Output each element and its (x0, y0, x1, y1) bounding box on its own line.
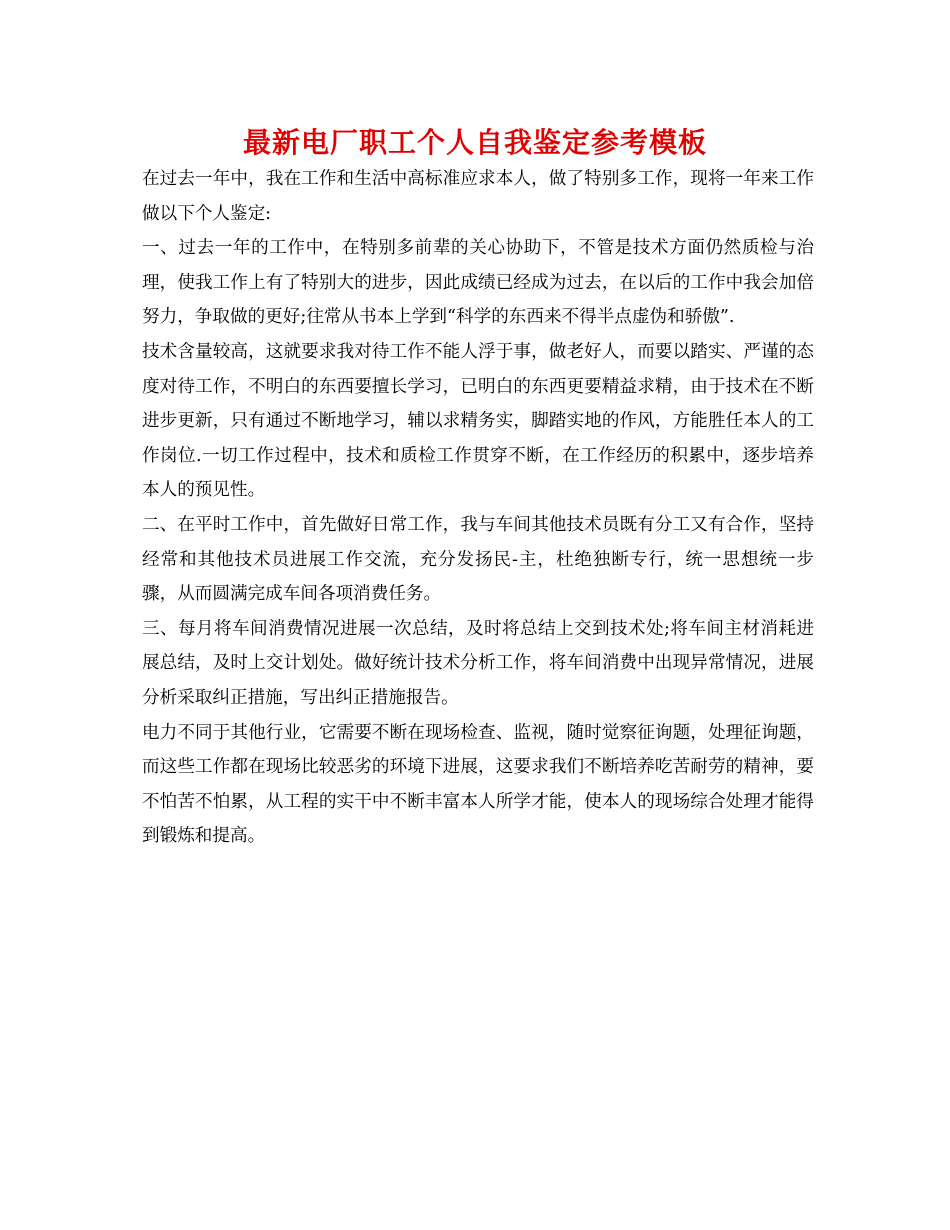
document-body (142, 162, 814, 854)
paragraph-section-2: 二、在平时工作中，首先做好日常工作，我与车间其他技术员既有分工又有合作，坚持经常和其他技术员进展工作交流，充分发扬民-主，杜绝独断专行，统一思想统一步骤，从而圆满完成车间各项消费任务。 (142, 514, 814, 605)
paragraph-conclusion: 电力不同于其他行业，它需要不断在现场检查、监视，随时觉察征询题，处理征询题，而这些工作都在现场比较恶劣的环境下进展，这要求我们不断培养吃苦耐劳的精神，要不怕苦不怕累，从工程的实干中不断丰富本人所学才能，使本人的现场综合处理才能得到锻炼和提高。 (142, 722, 814, 847)
document-title: 最新电厂职工个人自我鉴定参考模板 (242, 126, 707, 159)
paragraph-technical: 技术含量较高，这就要求我对待工作不能人浮于事，做老好人，而要以踏实、严谨的态度对待工作，不明白的东西要擅长学习，已明白的东西更要精益求精，由于技术在不断进步更新，只有通过不断地学习，辅以求精务实，脚踏实地的作风，方能胜任本人的工作岗位.一切工作过程中，技术和质检工作贯穿不断，在工作经历的积累中，逐步培养本人的预见性。 (142, 341, 814, 501)
paragraph-section-3: 三、每月将车间消费情况进展一次总结，及时将总结上交到技术处;将车间主材消耗进展总结，及时上交计划处。做好统计技术分析工作，将车间消费中出现异常情况，进展分析采取纠正措施，写出纠正措施报告。 (142, 618, 814, 708)
paragraph-intro: 在过去一年中，我在工作和生活中高标准应求本人，做了特别多工作，现将一年来工作做以下个人鉴定: (142, 169, 814, 224)
paragraph-section-1: 一、过去一年的工作中，在特别多前辈的关心协助下，不管是技术方面仍然质检与治理，使我工作上有了特别大的进步，因此成绩已经成为过去，在以后的工作中我会加倍努力，争取做的更好;往常从书本上学到“科学的东西来不得半点虚伪和骄傲”. (142, 238, 814, 328)
